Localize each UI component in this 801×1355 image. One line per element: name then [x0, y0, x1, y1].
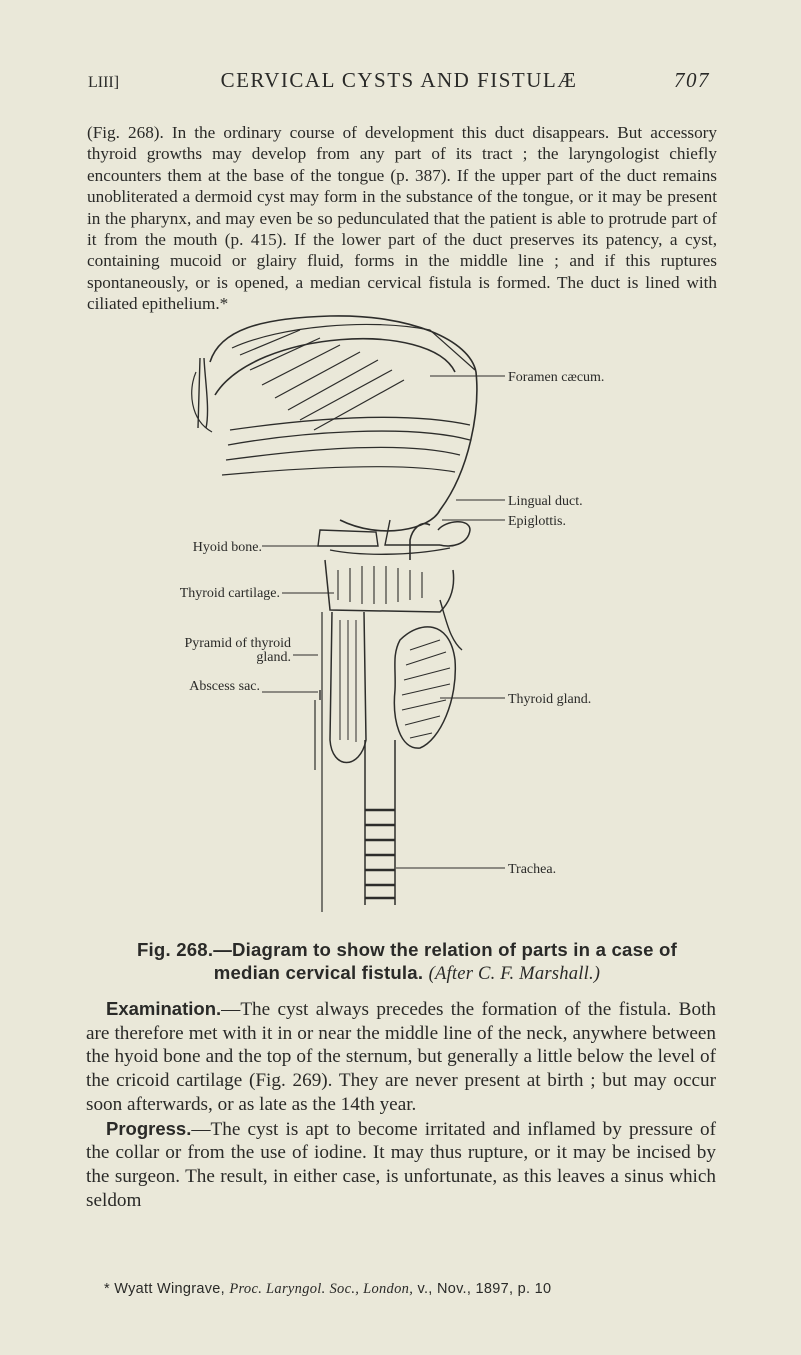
figure-caption [102, 938, 712, 985]
footnote-journal: Proc. Laryngol. Soc., London, [229, 1281, 414, 1297]
examination-heading: Examination. [106, 998, 222, 1019]
page-number: 707 [674, 68, 710, 92]
label-abscess-sac: Abscess sac. [189, 679, 260, 694]
footnote [104, 1281, 724, 1298]
examination-paragraph [86, 997, 716, 1117]
label-pyramid-line2: gland. [256, 650, 291, 665]
progress-paragraph [86, 1117, 716, 1213]
label-thyroid-gland: Thyroid gland. [508, 692, 592, 707]
label-trachea: Trachea. [508, 862, 557, 877]
label-thyroid-cartilage: Thyroid cartilage. [179, 586, 280, 601]
larynx-outline [325, 560, 454, 612]
figure-labels [180, 370, 605, 877]
examination-text: —The cyst always precedes the formation of the fistula. Both are therefore met with it in or near the middle line of the neck, anywhere between the hyoid bone and the top of the sternum, but generally a little below the level of the cricoid cartilage (Fig. 269). They are never present at birth ; but may occur soon afterwards, or as late as the 14th year. [86, 999, 716, 1115]
progress-text: —The cyst is apt to become irritated and inflamed by pressure of the collar or from the use of iodine. It may thus rupture, or it may be incised by the surgeon. The result, in either case, is unfortunate, as this leaves a sinus which seldom [86, 1118, 716, 1211]
footnote-rest: v., Nov., 1897, p. 10 [417, 1281, 552, 1297]
label-foramen-caecum: Foramen cæcum. [508, 370, 605, 385]
label-epiglottis: Epiglottis. [508, 514, 566, 529]
label-pyramid-line1: Pyramid of thyroid [184, 636, 291, 651]
progress-heading: Progress. [106, 1117, 192, 1139]
section-number: LIII] [88, 74, 120, 91]
body-text [86, 997, 716, 1212]
label-hyoid-bone: Hyoid bone. [192, 540, 262, 555]
paragraph-text: (Fig. 268). In the ordinary course of development this duct disappears. But accessory thyroid growths may develop from any part of its tract ; the laryngologist chiefly encounters them at the base of the tongue (p. 387). If the upper part of the duct remains unobliterated a dermoid cyst may form in the substance of the tongue, or it may be present in the pharynx, and may even be so pedunculated that the patient is able to protrude part of it from the mouth (p. 415). If the lower part of the duct preserves its patency, a cyst, containing mucoid or glairy fluid, forms in the middle line ; and if this ruptures spontaneously, or is opened, a median cervical fistula is formed. The duct is lined with ciliated epithelium.* [87, 123, 717, 314]
caption-attribution: (After C. F. Marshall.) [428, 963, 601, 984]
trachea [365, 740, 395, 905]
label-lingual-duct: Lingual duct. [508, 494, 583, 509]
footnote-marker: * Wyatt Wingrave, [104, 1281, 226, 1297]
caption-text: Fig. 268.—Diagram to show the relation of parts in a case of median cervical fistula. [137, 939, 677, 983]
chapter-title: CERVICAL CYSTS AND FISTULÆ [220, 68, 578, 92]
tongue-outline [210, 316, 477, 531]
